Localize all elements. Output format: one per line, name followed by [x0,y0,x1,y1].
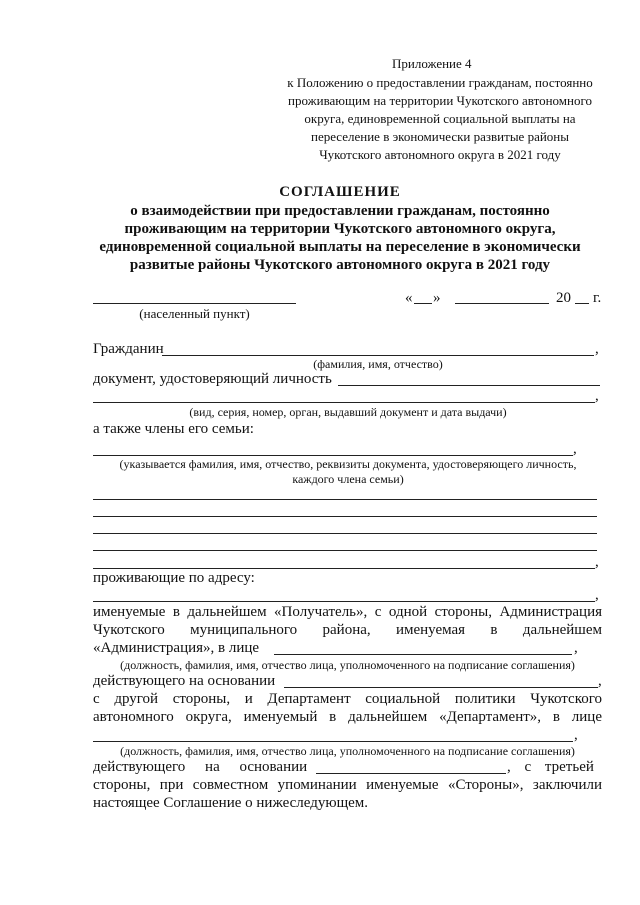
appendix-line: округа, единовременной социальной выплаты на [304,111,576,126]
comma: , [574,640,578,656]
place-field[interactable] [93,303,296,304]
citizen-fio-field[interactable] [162,355,594,356]
recipient-line: Чукотского муниципального района, именуемая в дальнейшем [93,622,602,638]
appendix-line: Чукотского автономного округа в 2021 году [319,147,561,162]
address-field[interactable] [93,601,595,602]
appendix-line: переселение в экономически развитые районы [310,129,569,144]
document-field[interactable] [338,385,600,386]
year-prefix: 20 [556,290,571,306]
appendix-line: проживающим на территории Чукотского автономного [288,93,592,108]
comma: , [573,441,577,457]
official-caption: (должность, фамилия, имя, отчество лица, уполномоченного на подписание соглашения) [120,744,575,758]
recipient-line: именуемые в дальнейшем «Получатель», с одной стороны, Администрация [93,604,602,620]
department-official-field[interactable] [93,741,573,742]
department-line: автономного округа, именуемый в дальнейшем «Департамент», в лице [93,709,602,725]
year-suffix: г. [593,290,602,306]
close-quote: » [433,290,441,306]
family-field[interactable] [93,455,573,456]
family-blank-line[interactable] [93,533,597,534]
family-blank-line[interactable] [93,568,595,569]
appendix-line: к Положению о предоставлении гражданам, постоянно [287,75,593,90]
title-main: СОГЛАШЕНИЕ [279,184,401,200]
official-caption: (должность, фамилия, имя, отчество лица, уполномоченного на подписание соглашения) [120,658,575,672]
closing-line: настоящее Соглашение о нижеследующем. [93,795,369,811]
title-sub: единовременной социальной выплаты на переселение в экономически [99,239,581,255]
family-blank-line[interactable] [93,550,597,551]
comma: , [598,673,602,689]
department-line: с другой стороны, и Департамент социальной политики Чукотского [93,691,602,707]
open-quote: « [405,290,413,306]
third-party-label: , с третьей [507,759,594,775]
comma: , [595,341,599,357]
acting-basis-label: действующего на основании [93,673,276,689]
year-field[interactable] [575,303,589,304]
comma: , [595,388,599,404]
place-caption: (населенный пункт) [139,306,250,321]
appendix-number: Приложение 4 [392,56,472,71]
document-field-cont[interactable] [93,402,595,403]
family-blank-line[interactable] [93,499,597,500]
family-label: а также члены его семьи: [93,421,254,437]
department-basis-field[interactable] [316,773,506,774]
title-sub: о взаимодействии при предоставлении гражданам, постоянно [130,203,550,219]
comma: , [595,587,599,603]
fio-caption: (фамилия, имя, отчество) [313,357,443,371]
family-caption: каждого члена семьи) [292,472,404,486]
closing-line: стороны, при совместном упоминании именуемые «Стороны», заключили [93,777,602,793]
citizen-label: Гражданин [93,341,164,357]
month-field[interactable] [455,303,549,304]
administration-basis-field[interactable] [284,687,598,688]
title-sub: проживающим на территории Чукотского автономного округа, [124,221,556,237]
acting-basis-label: действующего на основании [93,759,308,775]
family-caption: (указывается фамилия, имя, отчество, реквизиты документа, удостоверяющего личность, [119,457,577,471]
recipient-line: «Администрация», в лице [93,640,260,656]
day-field[interactable] [414,303,432,304]
family-blank-line[interactable] [93,516,597,517]
address-label: проживающие по адресу: [93,570,255,586]
administration-official-field[interactable] [274,654,572,655]
title-sub: развитые районы Чукотского автономного округа в 2021 году [129,257,551,273]
comma: , [595,554,599,570]
comma: , [574,727,578,743]
document-label: документ, удостоверяющий личность [93,371,332,387]
document-caption: (вид, серия, номер, орган, выдавший документ и дата выдачи) [189,405,507,419]
